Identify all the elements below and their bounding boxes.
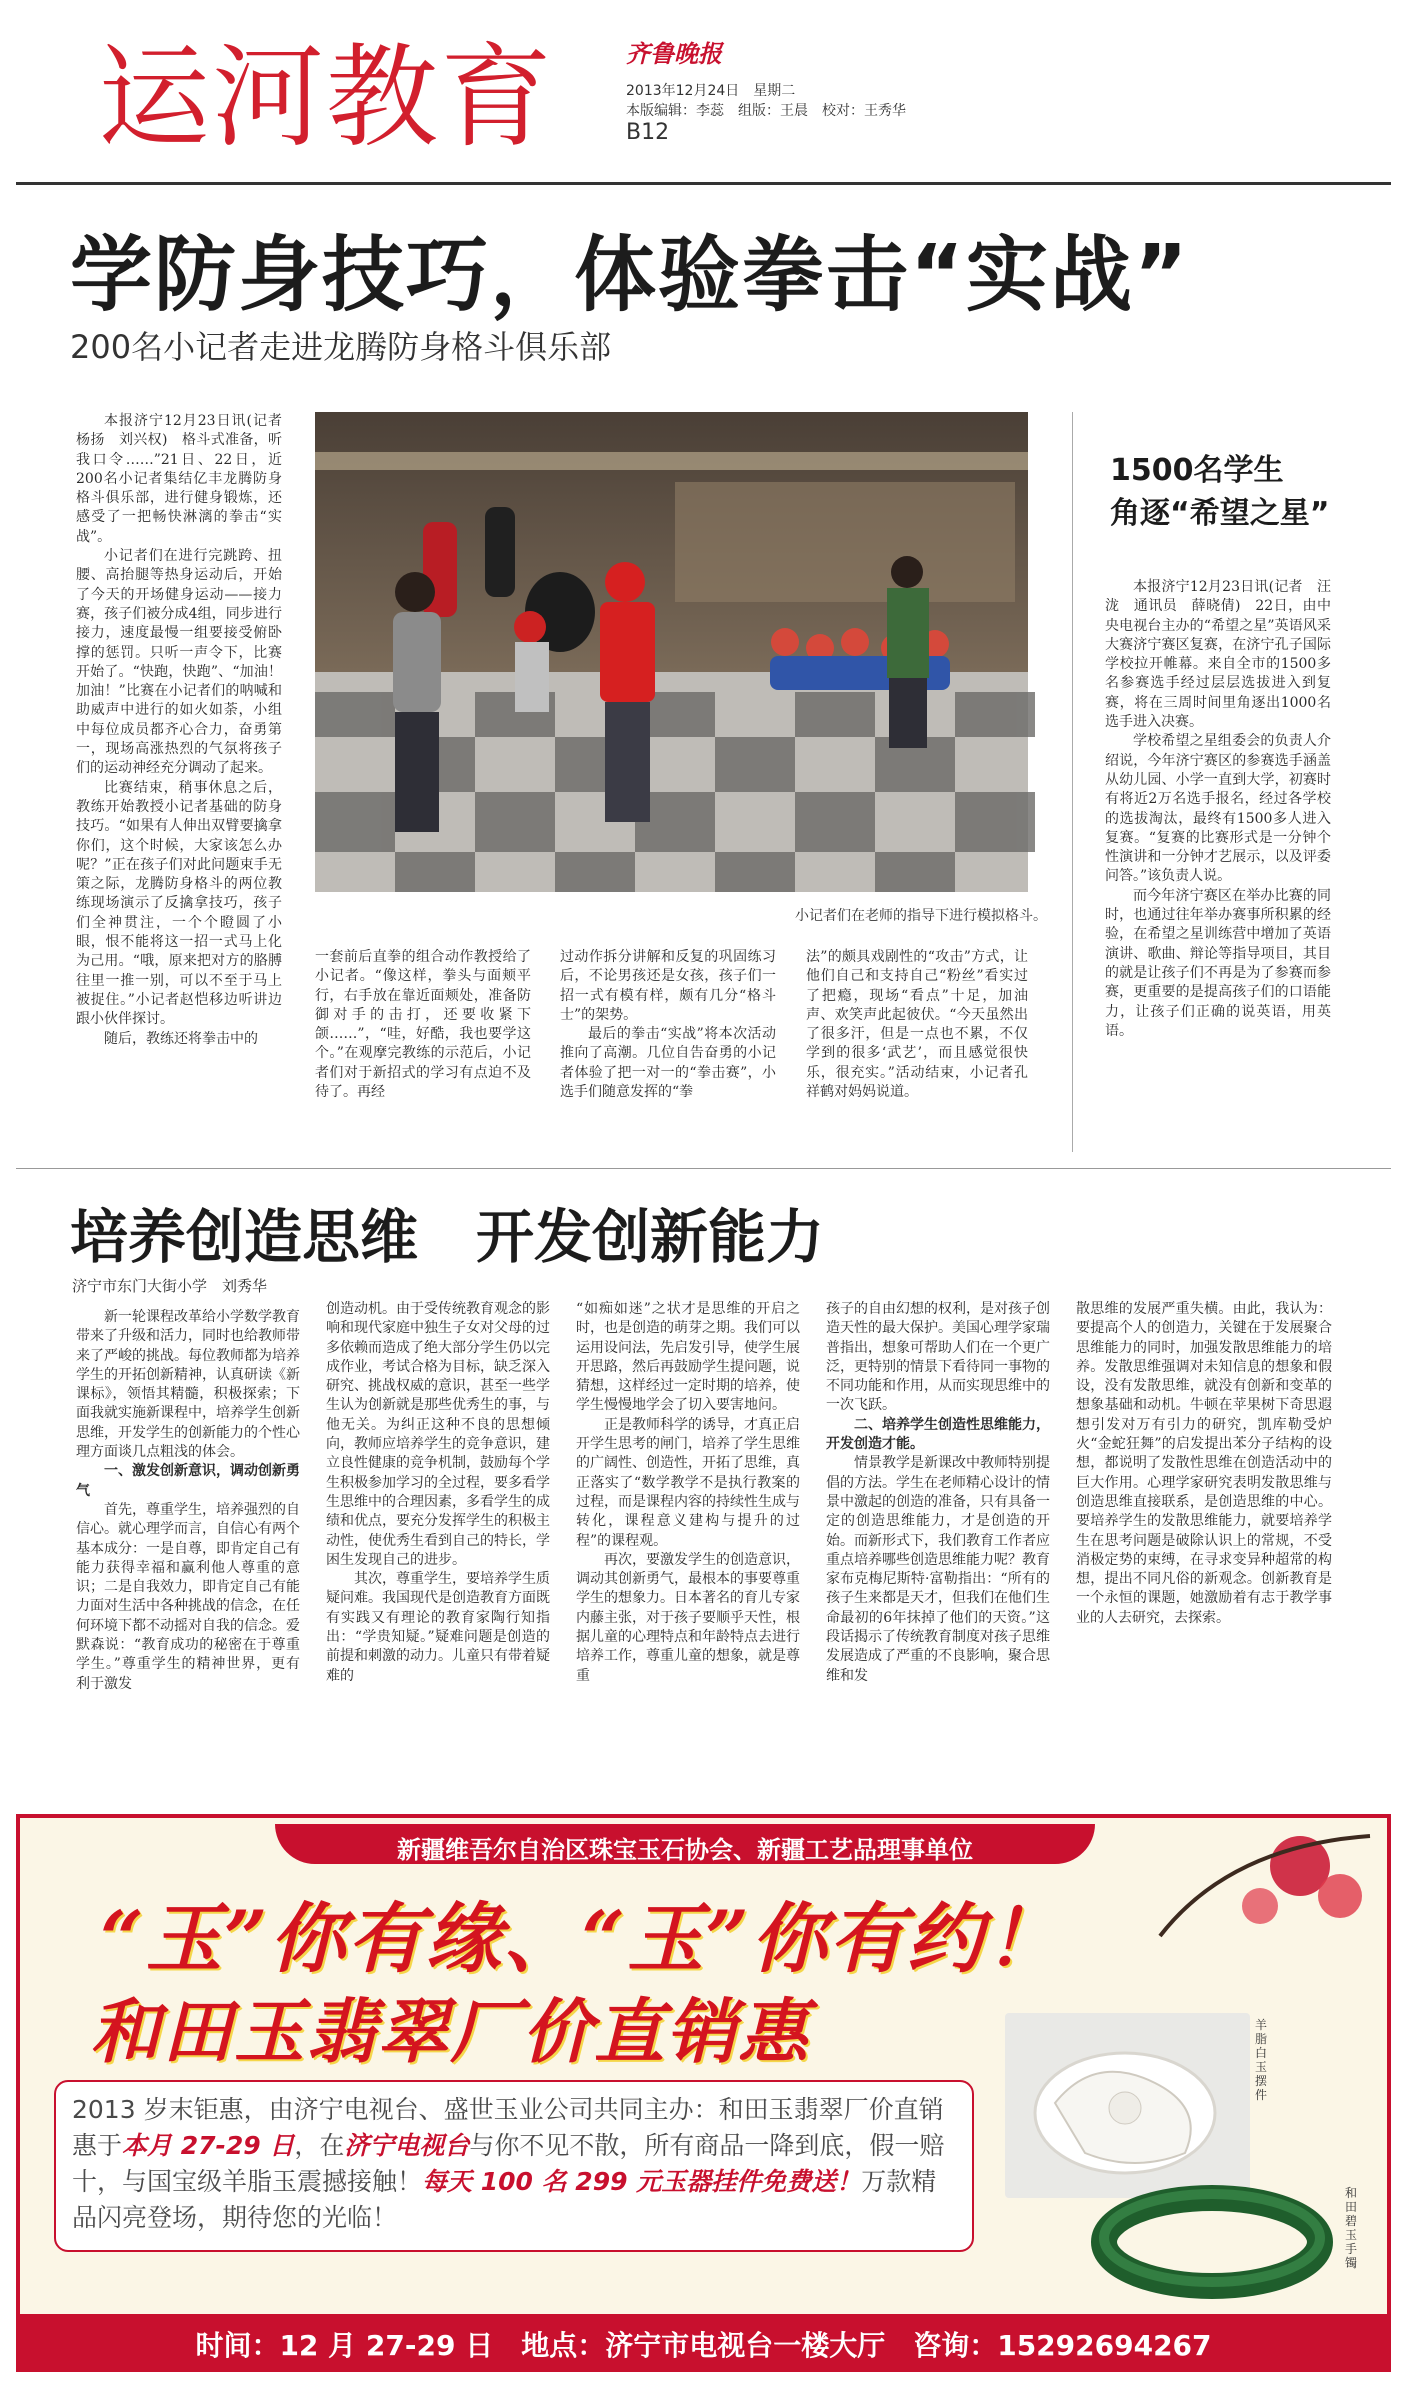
article3-column-3 (576, 1300, 800, 1774)
flower-ornament-icon (1150, 1826, 1380, 1946)
paragraph: 孩子的自由幻想的权利，是对孩子创造天性的最大保护。美国心理学家瑞普指出，想象可帮助人们在一个更广泛，更特别的情景下看待同一事物的不同功能和作用，从而实现思维中的一次飞跃。 (826, 1301, 1050, 1414)
paragraph: 散思维的发展严重失横。由此，我认为：要提高个人的创造力，关键在于发展聚合思维能力的同时，加强发散思维能力的培养。发散思维强调对未知信息的想象和假设，没有发散思维，就没有创新和变革的想象基础和动机。牛顿在苹果树下奇思遐想引发对万有引力的研究，凯库勒受炉火“金蛇狂舞”的启发提出苯分子结构的设想，都说明了发散性思维在创造活动中的巨大作用。心理学家研究表明发散思维与创造思维直接联系，是创造思维的中心。要培养学生的发散思维能力，就要培养学生在思考问题是破除认识上的常规，不受消极定势的束缚，在寻求变异种超常的构想，提出不同凡俗的新观念。创新教育是一个永恒的课题，她激励着有志于教学事业的人去研究，去探索。 (1076, 1301, 1332, 1626)
paragraph: 学校希望之星组委会的负责人介绍说，今年济宁赛区的参赛选手涵盖从幼儿园、小学一直到大学，初赛时有将近2万名选手报名，经过各学校的选拔淘汰，最终有1500多人进入复赛。“复赛的比赛形式是一分钟个性演讲和一分钟才艺展示，以及评委问答。”该负责人说。 (1105, 733, 1331, 885)
paragraph: 法”的颇具戏剧性的“攻击”方式，让他们自己和支持自己“粉丝”看实过了把瘾，现场“看点”十足，加油声、欢笑声此起彼伏。“今天虽然出了很多汗，但是一点也不累，不仅学到的很多‘武艺’，而且感觉很快乐，很充实。”活动结束，小记者孔祥鹤对妈妈说道。 (806, 949, 1028, 1101)
green-jade-bangle-icon (1095, 2178, 1330, 2298)
section-rule (16, 1168, 1391, 1169)
article1-subhead: 200名小记者走进龙腾防身格斗俱乐部 (70, 328, 612, 366)
ad-body-text: 万款精品闪亮登场，期待您的光临！ (72, 2167, 937, 2232)
white-jade-carving-icon (1005, 2013, 1250, 2198)
ad-body-gift: 每天 100 名 299 元玉器挂件免费送！ (422, 2167, 862, 2196)
paragraph: 而今年济宁赛区在举办比赛的同时，也通过往年举办赛事所积累的经验，在希望之星训练营中增加了英语演讲、歌曲、辩论等指导项目，其目的就是让孩子们不再是为了参赛而参赛，更重要的是提高孩子们的口语能力，让孩子们正确的说英语，用英语。 (1105, 887, 1331, 1039)
ad-slogan: “玉”你有缘、“玉”你有约！ (100, 1894, 1063, 1983)
page-number: B12 (626, 120, 670, 145)
paragraph: 新一轮课程改革给小学数学教育带来了升级和活力，同时也给教师带来了严峻的挑战。每位教师都为培养学生的开拓创新精神，认真研读《新课标》，领悟其精髓，积极探索；下面我就实施新课程中，培养学生创新思维，开发学生的创新能力的个性心理方面谈几点粗浅的体会。 (76, 1309, 300, 1461)
masthead-brand-logo: 齐鲁晚报 (626, 39, 722, 68)
article1-column-4 (806, 948, 1028, 1152)
article3-column-1 (76, 1308, 300, 1774)
article1-headline: 学防身技巧，体验拳击“实战” (70, 228, 1190, 323)
ad-body-dates: 本月 27-29 日 (122, 2131, 295, 2160)
paragraph: 其次，尊重学生，要培养学生质疑问难。我国现代是创造教育方面既有实践又有理论的教育家陶行知指出：“学贵知疑。”疑难问题是创造的前提和刺激的动力。儿童只有带着疑难的 (326, 1571, 550, 1684)
masthead-title: 运河教育 (98, 33, 554, 163)
ad-body-text: 2013 岁末钜惠，由济宁电视台、盛世玉业公司共同主办：和田玉翡翠厂价直销惠于 (72, 2095, 944, 2160)
paragraph: 一套前后直拳的组合动作教授给了小记者。“像这样，拳头与面颊平行，右手放在靠近面颊处，准备防御对手的击打，还要收紧下颌……”，“哇，好酷，我也要学这个。”在观摩完教练的示范后，小记者们对于新招式的学习有点迫不及待了。再经 (315, 949, 531, 1101)
article1-column-3 (560, 948, 776, 1152)
subheading: 二、培养学生创造性思维能力，开发创造才能。 (826, 1416, 1050, 1453)
article3-byline: 济宁市东门大街小学 刘秀华 (72, 1277, 268, 1295)
paragraph: 再次，要激发学生的创造意识，调动其创新勇气，最根本的事要尊重学生的想象力。日本著名的育儿专家内藤主张，对于孩子要顺乎天性，根据儿童的心理特点和年龄特点去进行培养工作，尊重儿童的想象，就是尊重 (576, 1551, 800, 1684)
masthead-date: 2013年12月24日 星期二 (626, 83, 796, 99)
ad-body (54, 2080, 974, 2252)
article2-headline-line-1: 1500名学生 (1110, 453, 1284, 488)
masthead-editors: 本版编辑：李蕊 组版：王晨 校对：王秀华 (626, 103, 906, 119)
article2-headline-line-2: 角逐“希望之星” (1110, 496, 1330, 531)
paragraph: 创造动机。由于受传统教育观念的影响和现代家庭中独生子女对父母的过多依赖而造成了绝大部分学生仍以完成作业，考试合格为目标，缺乏深入研究、挑战权威的意识，甚至一些学生认为创新就是那些优秀生的事，与他无关。为纠正这种不良的思想倾向，教师应培养学生的竞争意识，建立良性健康的竞争机制，鼓励每个学生积极参加学习的全过程，要多看学生思维中的合理因素，多看学生的成绩和优点，要充分发挥学生的积极主动性，使优秀生看到自己的特长，学困生发现自己的进步。 (326, 1301, 550, 1568)
paragraph: 随后，教练还将拳击中的 (104, 1030, 258, 1047)
jade-label-bottom: 和田碧玉手镯 (1345, 2186, 1358, 2270)
paragraph: 情景教学是新课改中教师特别提倡的方法。学生在老师精心设计的情景中激起的创造的准备，只有具备一定的创造思维能力，才是创造的开始。而新形式下，我们教育工作者应重点培养哪些创造思维能力呢？教育家布克梅尼斯特·富勒指出：“所有的孩子生来都是天才，但我们在他们生命最初的6年抹掉了他们的天资。”这段话揭示了传统教育制度对孩子思维发展造成了严重的不良影响，聚合思维和发 (826, 1455, 1050, 1684)
ad-banner-text: 新疆维吾尔自治区珠宝玉石协会、新疆工艺品理事单位 (397, 1836, 973, 1864)
masthead-rule (16, 182, 1391, 185)
paragraph: “如痴如迷”之状才是思维的开启之时，也是创造的萌芽之期。我们可以运用设问法，先启发引导，使学生展开思路，然后再鼓励学生提问题，说猜想，这样经过一定时期的培养，使学生慢慢地学会了切入要害地问。 (576, 1301, 800, 1414)
article3-column-5 (1076, 1300, 1332, 1774)
ad-body-text: ，在 (294, 2131, 345, 2160)
paragraph: 首先，尊重学生，培养强烈的自信心。就心理学而言，自信心有两个基本成分：一是自尊，即肯定自己有能力获得幸福和赢利他人尊重的意识；二是自我效力，即肯定自己有能力面对生活中各种挑战的信念，在任何环境下都不动摇对自我的信念。爱默森说：“教育成功的秘密在于尊重学生。”尊重学生的精神世界，更有利于激发 (76, 1501, 300, 1692)
paragraph: 正是教师科学的诱导，才真正启开学生思考的闸门，培养了学生思维的广阔性、创造性，开拓了思维，真正落实了“数学教学不是执行教案的过程，而是课程内容的持续性生成与转化，课程意义建构与提升的过程”的课程观。 (576, 1416, 800, 1549)
article1-column-2 (315, 948, 531, 1152)
paragraph: 比赛结束，稍事休息之后，教练开始教授小记者基础的防身技巧。“如果有人伸出双臂要擒拿你们，这个时候，大家该怎么办呢？”正在孩子们对此问题束手无策之际，龙腾防身格斗的两位教练现场演示了反擒拿技巧，孩子们全神贯注，一个个瞪圆了小眼，恨不能将这一招一式马上化为己用。“哦，原来把对方的胳膊往里一推一别，可以不至于马上被捉住。”小记者赵恺移边听讲边跟小伙伴探讨。 (76, 779, 282, 1028)
ad-body-venue: 济宁电视台 (344, 2131, 470, 2160)
ad-footer-text: 时间：12 月 27-29 日 地点：济宁市电视台一楼大厅 咨询：15292694267 (195, 2329, 1212, 2362)
jade-bangle-image (1095, 2178, 1330, 2298)
jade-carving-image (1005, 2013, 1250, 2198)
jade-label-top: 羊脂白玉摆件 (1255, 2018, 1268, 2102)
paragraph: 过动作拆分讲解和反复的巩固练习后，不论男孩还是女孩，孩子们一招一式有模有样，颇有几分“格斗士”的架势。 (560, 949, 776, 1023)
ad-title: 和田玉翡翠厂价直销惠 (90, 1990, 810, 2073)
paragraph: 本报济宁12月23日讯(记者 汪泷 通讯员 薛晓倩) 22日，由中央电视台主办的“希望之星”英语风采大赛济宁赛区复赛，在济宁孔子国际学校拉开帷幕。来自全市的1500多名参赛选手经过层层选拔进入到复赛，将在三周时间里角逐出1000名选手进入决赛。 (1105, 579, 1331, 731)
ad-body-text: 与你不见不散，所有商品一降到底，假一赔十，与国宝级羊脂玉震撼接触！ (72, 2131, 945, 2196)
article1-photo (315, 412, 1028, 892)
subheading: 一、激发创新意识，调动创新勇气 (76, 1463, 300, 1499)
article1-column-1 (76, 412, 296, 1152)
jade-advertisement (16, 1814, 1391, 2372)
article3-headline: 培养创造思维 开发创新能力 (70, 1203, 825, 1271)
paragraph: 本报济宁12月23日讯(记者 杨扬 刘兴权) 格斗式准备，听我口令……”21日、22日，近200名小记者集结亿丰龙腾防身格斗俱乐部，进行健身锻炼，还感受了一把畅快淋漓的拳击“实战”。 (76, 413, 296, 545)
article3-column-4 (826, 1300, 1050, 1774)
article1-photo-caption: 小记者们在老师的指导下进行模拟格斗。 (795, 908, 1047, 924)
paragraph: 最后的拳击“实战”将本次活动推向了高潮。几位自告奋勇的小记者体验了把一对一的“拳击赛”，小选手们随意发挥的“拳 (560, 1026, 776, 1101)
article2-column (1105, 578, 1331, 1152)
column-divider (1072, 412, 1073, 1152)
article3-column-2 (326, 1300, 550, 1774)
paragraph: 小记者们在进行完跳跨、扭腰、高抬腿等热身运动后，开始了今天的开场健身运动——接力赛，孩子们被分成4组，同步进行接力，速度最慢一组要接受俯卧撑的惩罚。只听一声令下，比赛开始了。“快跑，快跑”、“加油！加油！”比赛在小记者们的呐喊和助威声中进行的如火如荼，小组中每位成员都齐心合力，奋勇第一，现场高涨热烈的气氛将孩子们的运动神经充分调动了起来。 (76, 548, 282, 777)
boxing-gym-photo-illustration (315, 412, 1028, 892)
